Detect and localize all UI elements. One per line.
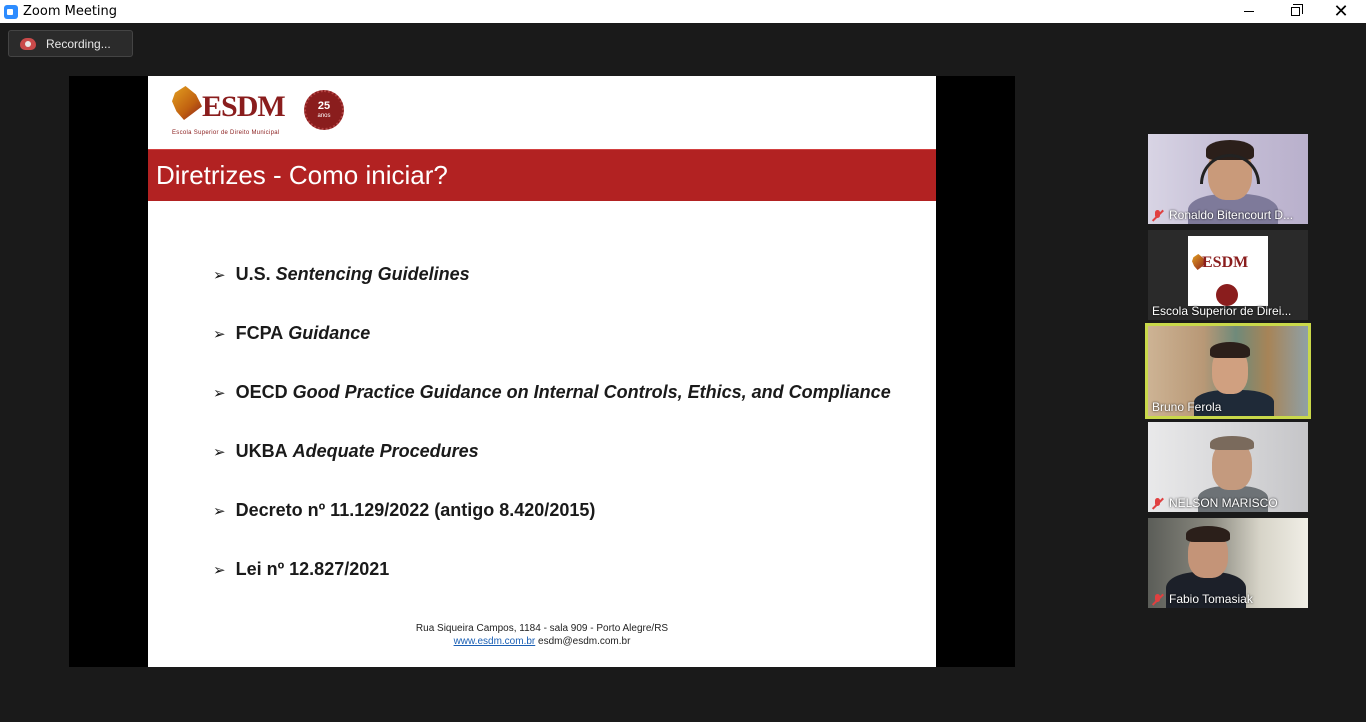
bullet-item [213,500,595,521]
screen-share-area [69,76,1015,667]
bullet-italic: Guidance [288,323,371,343]
participant-tile-fabio[interactable] [1148,518,1308,608]
participant-tile-escola[interactable] [1148,230,1308,320]
bullet-item [213,264,470,285]
logo-mark-icon [172,86,202,120]
participant-tile-nelson[interactable] [1148,422,1308,512]
close-button[interactable] [1318,0,1364,23]
recording-indicator[interactable] [8,30,133,57]
bullet-prefix: Decreto nº 11.129/2022 (antigo 8.420/2015) [235,500,596,520]
anniversary-badge [304,90,344,130]
participant-name: NELSON MARISCO [1152,496,1278,510]
logo-text: ESDM [202,90,285,123]
participant-tile-bruno[interactable] [1148,326,1308,416]
arrow-bullet-icon: ➢ [213,442,226,461]
presentation-slide [148,76,936,667]
slide-heading-bar [148,149,936,201]
participant-name: Ronaldo Bitencourt D... [1152,208,1293,222]
participant-tile-ronaldo[interactable] [1148,134,1308,224]
arrow-bullet-icon: ➢ [213,501,226,520]
cloud-recording-icon [20,38,36,50]
participant-name: Fabio Tomasiak [1152,592,1253,606]
window-title: Zoom Meeting [23,4,118,19]
muted-mic-icon [1152,210,1163,221]
slide-heading: Diretrizes - Como iniciar? [156,160,448,190]
bullet-prefix: OECD [235,382,288,402]
arrow-bullet-icon: ➢ [213,324,226,343]
badge-text: anos [317,113,331,119]
bullet-item [213,559,389,580]
bullet-prefix: U.S. [235,264,271,284]
bullet-italic: Sentencing Guidelines [275,264,470,284]
participant-name: Escola Superior de Direi... [1152,304,1292,318]
website-link[interactable]: www.esdm.com.br [453,636,536,647]
footer-email: esdm@esdm.com.br [538,636,631,647]
close-icon: ✕ [1333,0,1349,22]
recording-label: Recording... [46,36,111,51]
minimize-icon [1244,11,1254,12]
esdm-logo [172,84,352,134]
bullet-prefix: Lei nº 12.827/2021 [235,559,390,579]
zoom-app-icon [4,5,18,19]
footer-address: Rua Siqueira Campos, 1184 - sala 909 - Porto Alegre/RS [415,623,669,634]
window-titlebar [0,0,1366,23]
bullet-item [213,382,891,403]
restore-button[interactable] [1272,0,1318,23]
arrow-bullet-icon: ➢ [213,560,226,579]
bullet-prefix: UKBA [235,441,288,461]
bullet-italic: Good Practice Guidance on Internal Controls, Ethics, and Compliance [292,382,891,402]
slide-footer [148,622,936,648]
footer-contact [148,635,936,648]
bullet-italic: Adequate Procedures [292,441,479,461]
participant-avatar-logo: ESDM [1188,236,1268,306]
restore-icon [1291,7,1300,16]
arrow-bullet-icon: ➢ [213,265,226,284]
participant-name: Bruno Ferola [1152,400,1222,414]
arrow-bullet-icon: ➢ [213,383,226,402]
muted-mic-icon [1152,498,1163,509]
bullet-item [213,441,479,462]
muted-mic-icon [1152,594,1163,605]
badge-number: 25 [317,100,331,112]
logo-subtitle: Escola Superior de Direito Municipal [172,130,280,136]
bullet-item [213,323,370,344]
minimize-button[interactable] [1226,0,1272,23]
bullet-prefix: FCPA [235,323,284,343]
